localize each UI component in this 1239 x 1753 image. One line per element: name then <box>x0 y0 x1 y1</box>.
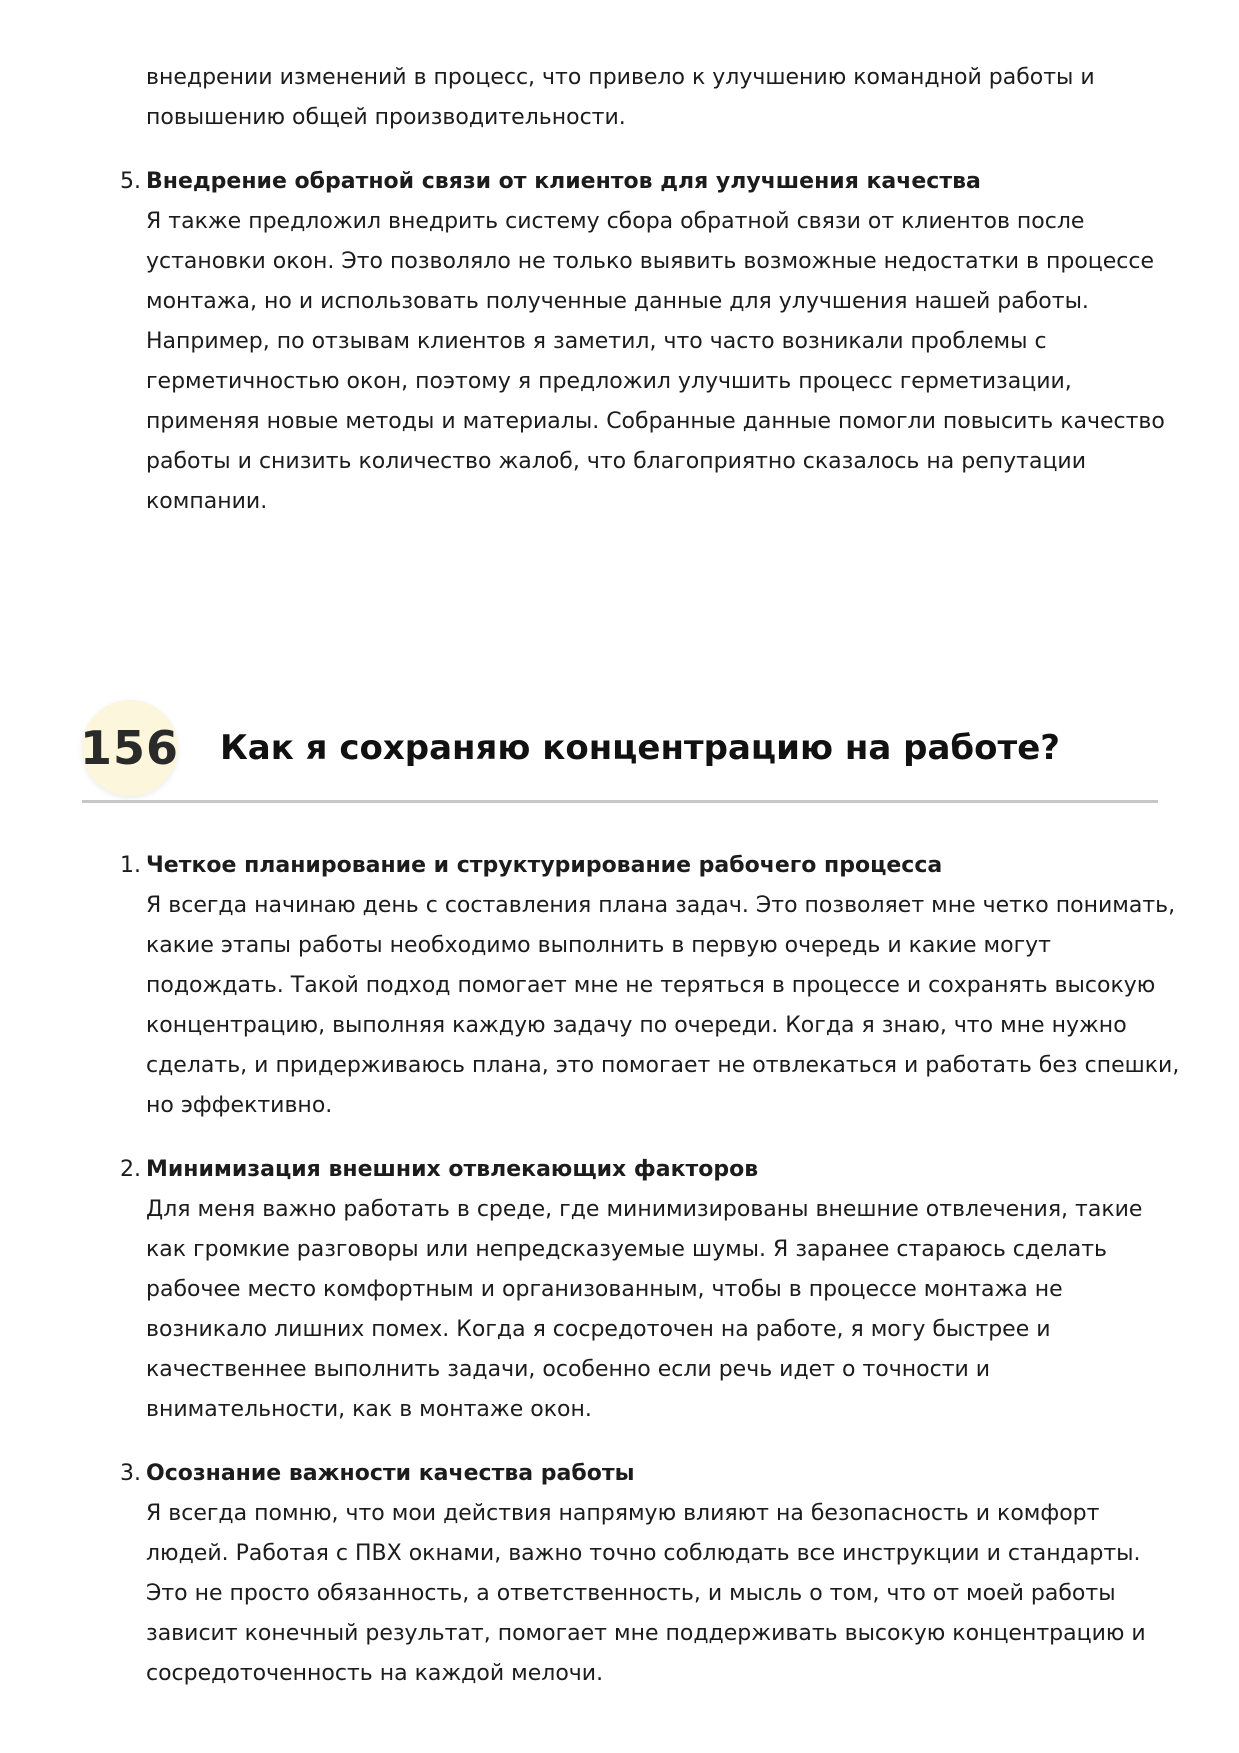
body-line: сосредоточенность на каждой мелочи. <box>146 1661 604 1686</box>
top-numbered-list <box>120 162 1170 546</box>
body-line: как громкие разговоры или непредсказуемые шумы. Я заранее стараюсь сделать <box>146 1237 1107 1262</box>
list-item-number: 5. <box>120 169 141 194</box>
body-line: компании. <box>146 489 268 514</box>
body-line: применяя новые методы и материалы. Собранные данные помогли повысить качество <box>146 409 1165 434</box>
section-header <box>80 700 1160 800</box>
list-item-number: 1. <box>120 853 141 878</box>
body-line: внимательности, как в монтаже окон. <box>146 1397 592 1422</box>
body-line: работы и снизить количество жалоб, что благоприятно сказалось на репутации <box>146 449 1087 474</box>
list-item-body <box>146 886 1180 1126</box>
list-item <box>120 1150 1170 1430</box>
bottom-numbered-list <box>120 846 1180 1718</box>
body-line: концентрацию, выполняя каждую задачу по очереди. Когда я знаю, что мне нужно <box>146 1013 1127 1038</box>
list-item-title: Осознание важности качества работы <box>146 1461 635 1486</box>
body-line: но эффективно. <box>146 1093 333 1118</box>
body-line: людей. Работая с ПВХ окнами, важно точно соблюдать все инструкции и стандарты. <box>146 1541 1141 1566</box>
body-line: подождать. Такой подход помогает мне не теряться в процессе и сохранять высокую <box>146 973 1156 998</box>
list-item <box>120 162 1170 522</box>
section-title: Как я сохраняю концентрацию на работе? <box>220 728 1060 768</box>
body-line: Для меня важно работать в среде, где минимизированы внешние отвлечения, такие <box>146 1197 1143 1222</box>
body-line: какие этапы работы необходимо выполнить в первую очередь и какие могут <box>146 933 1051 958</box>
list-item-number: 2. <box>120 1157 141 1182</box>
body-line: Я всегда начинаю день с составления плана задач. Это позволяет мне четко понимать, <box>146 893 1176 918</box>
body-line: зависит конечный результат, помогает мне поддерживать высокую концентрацию и <box>146 1621 1146 1646</box>
body-line: сделать, и придерживаюсь плана, это помогает не отвлекаться и работать без спешки, <box>146 1053 1180 1078</box>
continuation-line: внедрении изменений в процесс, что привело к улучшению командной работы и <box>146 65 1095 90</box>
list-item-title: Минимизация внешних отвлекающих факторов <box>146 1157 759 1182</box>
body-line: Я всегда помню, что мои действия напрямую влияют на безопасность и комфорт <box>146 1501 1100 1526</box>
continuation-paragraph <box>146 58 1166 138</box>
body-line: монтажа, но и использовать полученные данные для улучшения нашей работы. <box>146 289 1089 314</box>
list-item-number: 3. <box>120 1461 141 1486</box>
body-line: качественнее выполнить задачи, особенно если речь идет о точности и <box>146 1357 991 1382</box>
list-item <box>120 1454 1170 1694</box>
section-number: 156 <box>80 721 180 775</box>
body-line: рабочее место комфортным и организованным, чтобы в процессе монтажа не <box>146 1277 1063 1302</box>
body-line: установки окон. Это позволяло не только выявить возможные недостатки в процессе <box>146 249 1155 274</box>
list-item-body <box>146 202 1170 522</box>
body-line: Например, по отзывам клиентов я заметил, что часто возникали проблемы с <box>146 329 1047 354</box>
list-item <box>120 846 1180 1126</box>
section-divider <box>82 800 1158 803</box>
continuation-line: повышению общей производительности. <box>146 105 626 130</box>
body-line: Это не просто обязанность, а ответственность, и мысль о том, что от моей работы <box>146 1581 1116 1606</box>
body-line: возникало лишних помех. Когда я сосредоточен на работе, я могу быстрее и <box>146 1317 1051 1342</box>
body-line: герметичностью окон, поэтому я предложил улучшить процесс герметизации, <box>146 369 1072 394</box>
list-item-title: Четкое планирование и структурирование рабочего процесса <box>146 853 943 878</box>
list-item-body <box>146 1494 1170 1694</box>
list-item-title: Внедрение обратной связи от клиентов для улучшения качества <box>146 169 981 194</box>
body-line: Я также предложил внедрить систему сбора обратной связи от клиентов после <box>146 209 1085 234</box>
list-item-body <box>146 1190 1170 1430</box>
